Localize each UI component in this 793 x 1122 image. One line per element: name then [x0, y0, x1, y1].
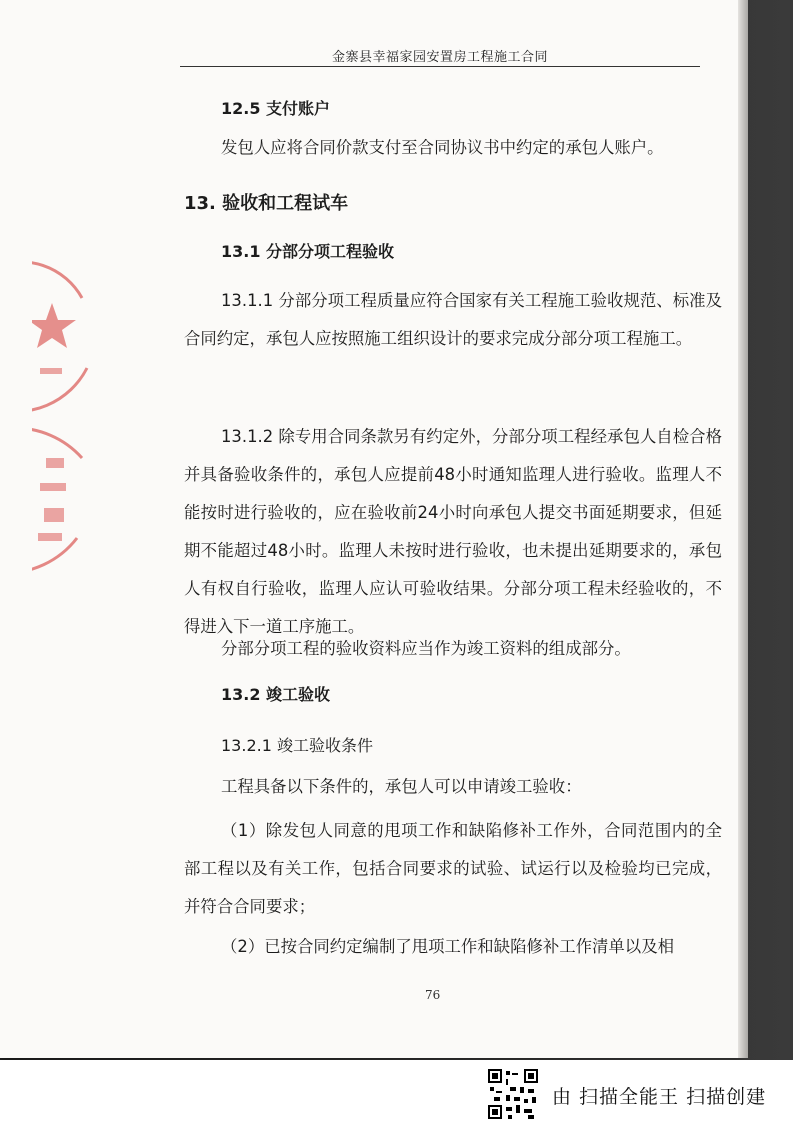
paragraph-13-1-1: 13.1.1 分部分项工程质量应符合国家有关工程施工验收规范、标准及合同约定，承包人应按照施工组织设计的要求完成分部分项工程施工。	[184, 291, 722, 348]
header-rule	[180, 66, 700, 67]
section-12-5-heading: 12.5 支付账户	[221, 99, 331, 118]
section-13-2-1-heading: 13.2.1 竣工验收条件	[221, 736, 373, 755]
paragraph-13-1-2: 13.1.2 除专用合同条款另有约定外，分部分项工程经承包人自检合格并具备验收条件的，承包人应提前48小时通知监理人进行验收。监理人不能按时进行验收的，应在验收前24小时向承包人提交书面延期要求，但延期不能超过48小时。监理人未按时进行验收，也未提出延期要求的，承包人有权自行验收，监理人应认可验收结果。分部分项工程未经验收的，不得进入下一道工序施工。	[184, 427, 722, 636]
page-edge	[738, 0, 748, 1058]
section-13-1-heading: 13.1 分部分项工程验收	[221, 242, 395, 261]
paragraph-13-2-1-item-2: （2）已按合同约定编制了甩项工作和缺陷修补工作清单以及相	[221, 937, 674, 956]
running-header: 金寨县幸福家园安置房工程施工合同	[331, 50, 548, 65]
paragraph-13-2-1-intro: 工程具备以下条件的，承包人可以申请竣工验收：	[221, 777, 582, 796]
paragraph-13-1-3: 分部分项工程的验收资料应当作为竣工资料的组成部分。	[221, 639, 631, 658]
scanner-brand-text: 由 扫描全能王 扫描创建	[552, 1086, 767, 1108]
section-13-heading: 13. 验收和工程试车	[184, 193, 349, 214]
qr-code-icon	[488, 1069, 538, 1119]
section-12-5-body: 发包人应将合同价款支付至合同协议书中约定的承包人账户。	[221, 138, 664, 157]
page-number: 76	[425, 988, 441, 1002]
red-seal-stamp	[32, 258, 90, 578]
paragraph-13-2-1-item-1: （1）除发包人同意的甩项工作和缺陷修补工作外，合同范围内的全部工程以及有关工作，包括合同要求的试验、试运行以及检验均已完成，并符合合同要求；	[184, 821, 722, 916]
section-13-2-heading: 13.2 竣工验收	[221, 685, 331, 704]
